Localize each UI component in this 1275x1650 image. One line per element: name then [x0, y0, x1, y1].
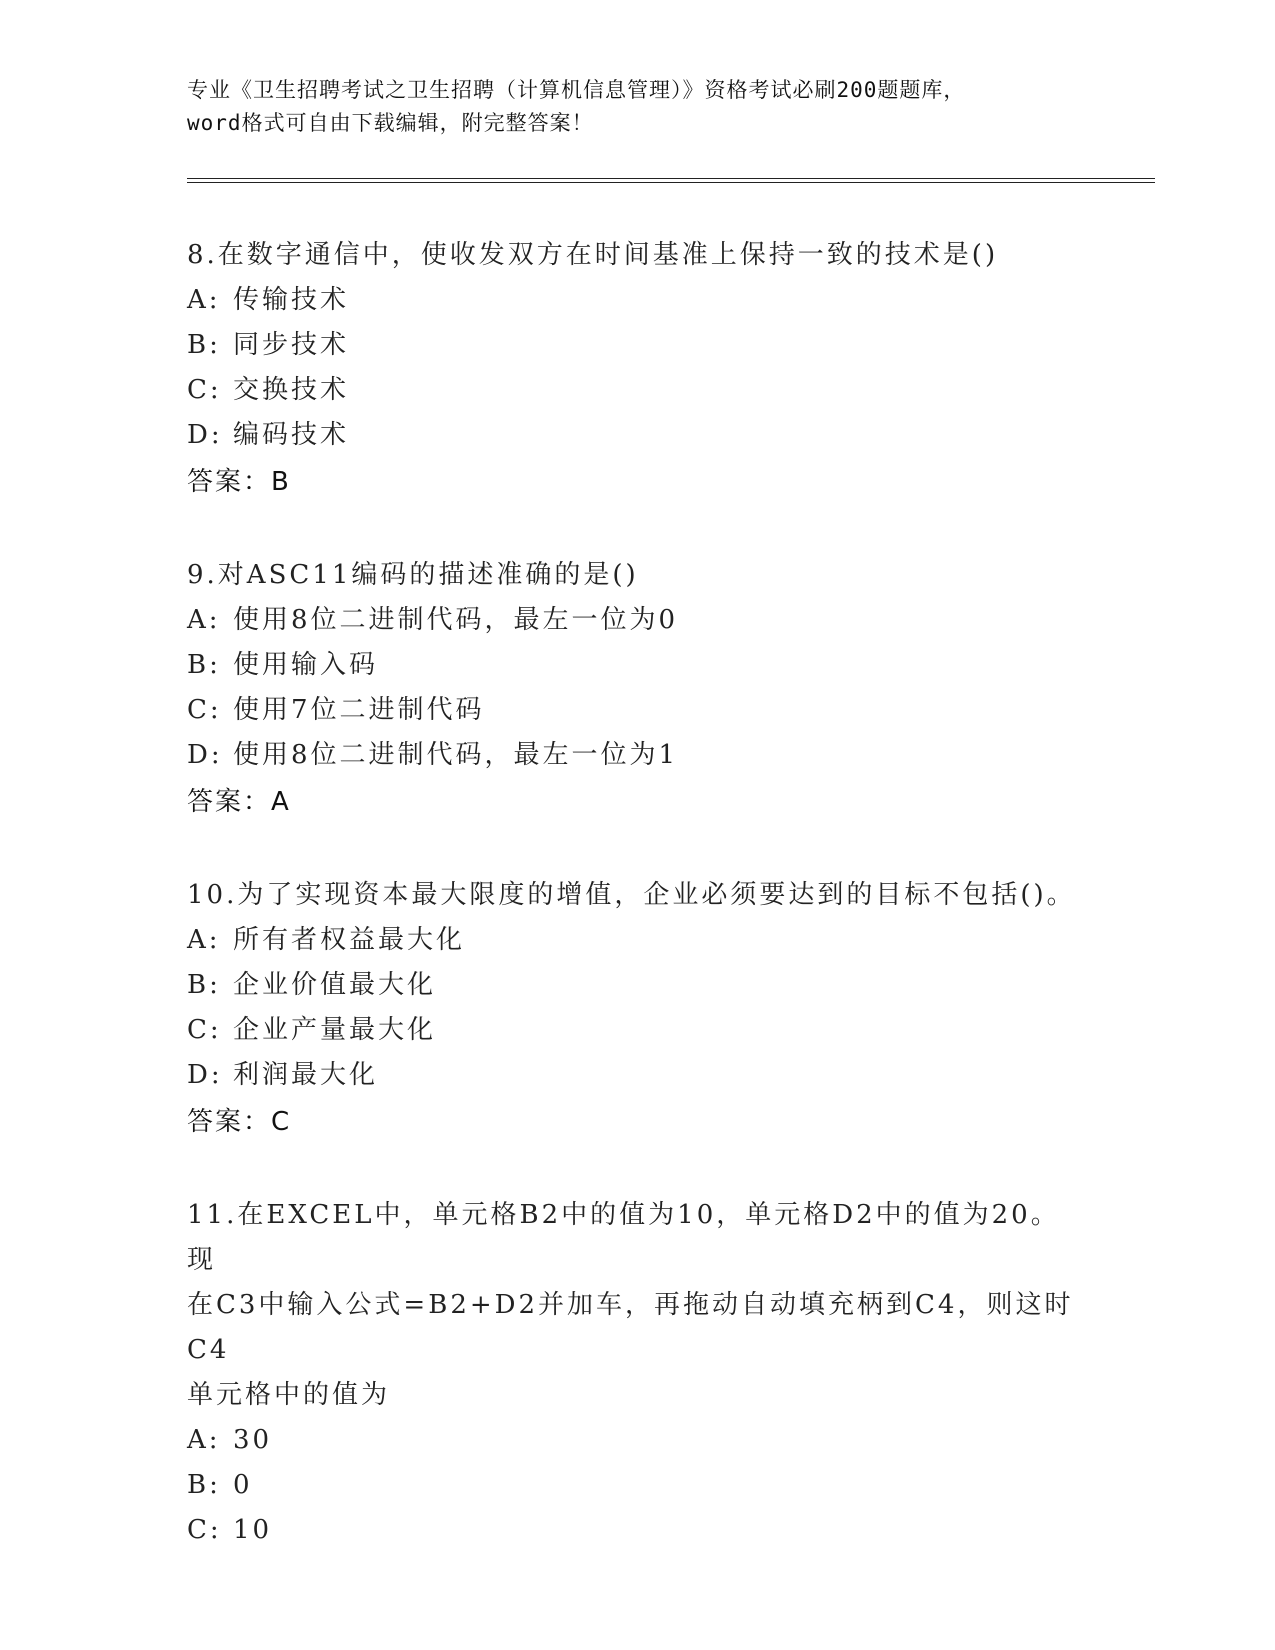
option-key: C: [187, 375, 222, 405]
option-key: A: [187, 925, 221, 955]
option-d [187, 413, 1087, 458]
option-a [187, 278, 1087, 323]
option-text: 10 [233, 1515, 273, 1545]
option-key: B: [187, 650, 221, 680]
option-text: 同步技术 [233, 330, 350, 360]
question-10 [187, 873, 1087, 1146]
option-text: 企业价值最大化 [233, 970, 437, 1000]
answer: 答案：B [187, 467, 291, 497]
option-key: B: [187, 970, 221, 1000]
header-divider [187, 178, 1155, 183]
option-text: 传输技术 [233, 285, 350, 315]
option-a [187, 598, 1087, 643]
option-b [187, 963, 1087, 1008]
question-text-line-1: 11.在EXCEL中，单元格B2中的值为10，单元格D2中的值为20。现 [187, 1200, 1060, 1275]
document-page [187, 0, 1157, 1650]
option-b [187, 323, 1087, 368]
option-c [187, 688, 1087, 733]
option-a [187, 1418, 1087, 1463]
option-c [187, 368, 1087, 413]
option-text: 0 [233, 1470, 253, 1500]
option-a [187, 918, 1087, 963]
option-b [187, 643, 1087, 688]
option-key: A: [187, 285, 221, 315]
question-list [187, 233, 1087, 1600]
option-text: 编码技术 [233, 420, 350, 450]
option-text: 使用8位二进制代码，最左一位为1 [233, 740, 679, 770]
header-line-1: 专业《卫生招聘考试之卫生招聘（计算机信息管理）》资格考试必刷200题题库， [187, 78, 966, 102]
question-text: 8.在数字通信中，使收发双方在时间基准上保持一致的技术是() [187, 240, 999, 270]
option-text: 交换技术 [233, 375, 350, 405]
option-text: 使用7位二进制代码 [233, 695, 485, 725]
option-text: 使用输入码 [233, 650, 379, 680]
option-b [187, 1463, 1087, 1508]
question-text-line-3: 单元格中的值为 [187, 1380, 391, 1410]
question-11 [187, 1193, 1087, 1553]
option-c [187, 1008, 1087, 1053]
option-key: D: [187, 740, 223, 770]
question-9 [187, 553, 1087, 826]
option-text: 企业产量最大化 [233, 1015, 437, 1045]
option-text: 30 [233, 1425, 273, 1455]
option-c [187, 1508, 1087, 1553]
option-d [187, 733, 1087, 778]
answer: 答案：C [187, 1107, 292, 1137]
answer: 答案：A [187, 787, 291, 817]
option-key: D: [187, 1060, 223, 1090]
question-text: 10.为了实现资本最大限度的增值，企业必须要达到的目标不包括()。 [187, 880, 1076, 910]
option-text: 所有者权益最大化 [233, 925, 466, 955]
option-key: B: [187, 330, 221, 360]
question-text: 9.对ASC11编码的描述准确的是() [187, 560, 639, 590]
option-text: 使用8位二进制代码，最左一位为0 [233, 605, 679, 635]
question-text-line-2: 在C3中输入公式=B2+D2并加车，再拖动自动填充柄到C4，则这时C4 [187, 1290, 1074, 1365]
option-key: C: [187, 695, 222, 725]
option-key: A: [187, 605, 221, 635]
header-line-2: word格式可自由下载编辑，附完整答案！ [187, 111, 594, 135]
option-key: B: [187, 1470, 221, 1500]
option-text: 利润最大化 [233, 1060, 379, 1090]
option-d [187, 1053, 1087, 1098]
option-key: C: [187, 1015, 222, 1045]
question-8 [187, 233, 1087, 506]
document-header [187, 74, 1087, 140]
option-key: D: [187, 420, 223, 450]
option-key: A: [187, 1425, 221, 1455]
option-key: C: [187, 1515, 222, 1545]
